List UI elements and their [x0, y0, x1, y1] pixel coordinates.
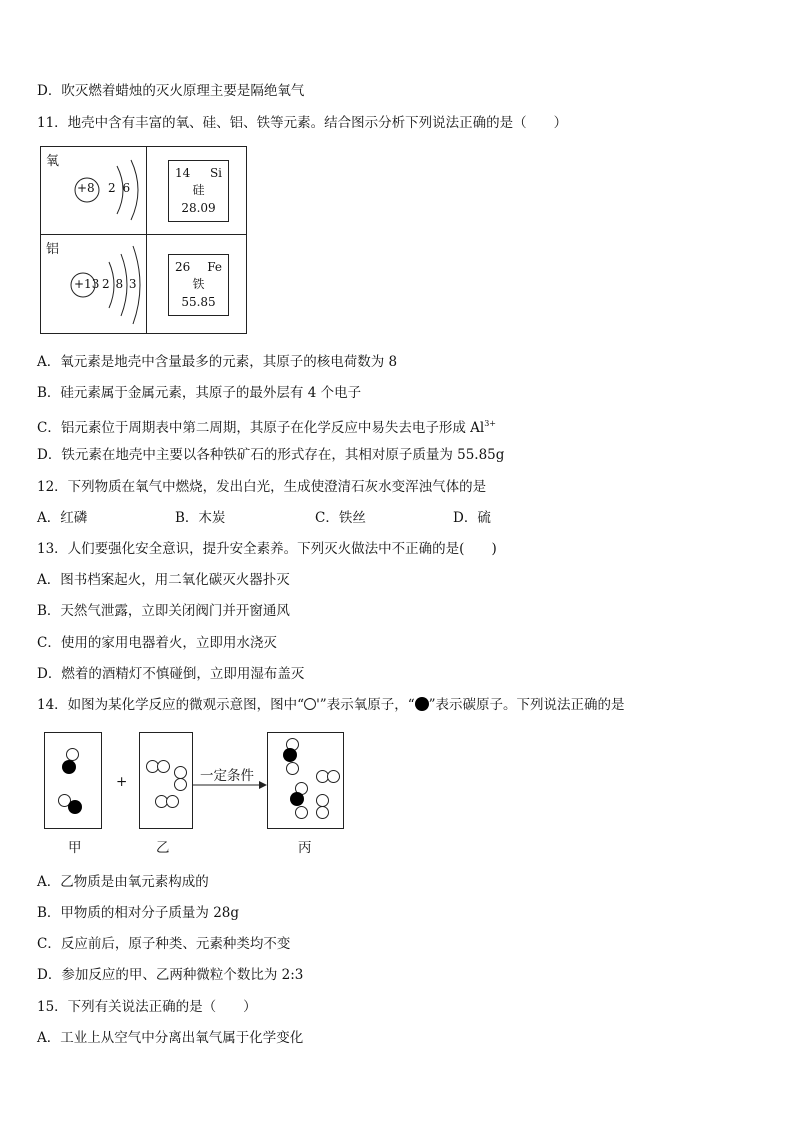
q13-option-a: A．图书档案起火，用二氧化碳灭火器扑灭	[37, 572, 290, 588]
reactant-a-box	[44, 732, 102, 829]
oxygen-shells: 2 6	[108, 181, 131, 195]
carbon-atom	[290, 792, 304, 806]
iron-mass: 55.85	[181, 295, 216, 309]
label-bing: 丙	[298, 840, 312, 856]
carbon-atom	[68, 800, 82, 814]
q11-figure	[40, 146, 246, 333]
q13-option-c: C．使用的家用电器着火，立即用水浇灭	[37, 635, 277, 651]
q11-option-a: A．氧元素是地壳中含量最多的元素，其原子的核电荷数为 8	[37, 354, 398, 370]
label-jia: 甲	[68, 840, 82, 856]
silicon-number: 14	[175, 166, 191, 180]
oxygen-atom	[174, 778, 187, 791]
oxygen-label: 氧	[46, 154, 60, 169]
q15-option-a: A．工业上从空气中分离出氧气属于化学变化	[37, 1030, 304, 1046]
iron-number: 26	[175, 260, 191, 274]
silicon-name: 硅	[192, 183, 205, 197]
oxygen-atom	[327, 770, 340, 783]
aluminum-nucleus: +13	[74, 277, 100, 291]
q14-stem	[37, 696, 625, 714]
oxygen-atom	[316, 806, 329, 819]
oxygen-nucleus: +8	[77, 181, 95, 195]
q14-stem-part2: '”表示氧原子，“	[316, 697, 415, 713]
q12-option-d: D．硫	[453, 510, 491, 526]
iron-symbol: Fe	[207, 260, 222, 274]
label-yi: 乙	[156, 840, 170, 856]
oxygen-atom	[166, 795, 179, 808]
q13-option-b: B．天然气泄露，立即关闭阀门并开窗通风	[37, 603, 290, 619]
q11-option-c-text: C．铝元素位于周期表中第二周期，其原子在化学反应中易失去电子形成 Al	[37, 420, 485, 436]
plus-sign: +	[116, 774, 128, 790]
q14-option-c: C．反应前后，原子种类、元素种类均不变	[37, 936, 291, 952]
oxygen-atom	[157, 760, 170, 773]
carbon-atom-legend-icon	[415, 697, 429, 711]
q14-option-a: A．乙物质是由氧元素构成的	[37, 874, 209, 890]
aluminum-label: 铝	[46, 242, 60, 257]
oxygen-atom	[295, 806, 308, 819]
q13-stem: 13．人们要强化安全意识，提升安全素养。下列灭火做法中不正确的是( )	[37, 541, 497, 557]
reaction-condition: 一定条件	[200, 768, 254, 784]
q14-stem-part3: ”表示碳原子。下列说法正确的是	[428, 697, 625, 713]
q11-option-d: D．铁元素在地壳中主要以各种铁矿石的形式存在，其相对原子质量为 55.85g	[37, 447, 505, 463]
carbon-atom	[283, 748, 297, 762]
q13-option-d: D．燃着的酒精灯不慎碰倒，立即用湿布盖灭	[37, 666, 305, 682]
q14-option-b: B．甲物质的相对分子质量为 28g	[37, 905, 240, 921]
q12-option-c: C．铁丝	[315, 510, 366, 526]
q10-option-d: D．吹灭燃着蜡烛的灭火原理主要是隔绝氧气	[37, 83, 305, 99]
q11-option-b: B．硅元素属于金属元素，其原子的最外层有 4 个电子	[37, 385, 362, 401]
q15-stem: 15．下列有关说法正确的是（ ）	[37, 999, 257, 1015]
q14-stem-part1: 14．如图为某化学反应的微观示意图，图中“	[37, 697, 305, 713]
oxygen-atom	[286, 762, 299, 775]
iron-name: 铁	[192, 277, 205, 291]
silicon-tile	[168, 160, 229, 222]
carbon-atom	[62, 760, 76, 774]
silicon-mass: 28.09	[181, 201, 216, 215]
q11-stem: 11．地壳中含有丰富的氧、硅、铝、铁等元素。结合图示分析下列说法正确的是（ ）	[37, 115, 568, 131]
q12-option-b: B．木炭	[175, 510, 226, 526]
aluminum-shells: 2 8 3	[102, 277, 137, 291]
iron-tile	[168, 254, 229, 316]
q14-option-d: D．参加反应的甲、乙两种微粒个数比为 2:3	[37, 967, 304, 983]
oxygen-atom-legend-icon	[304, 698, 316, 710]
q12-option-a: A．红磷	[37, 510, 88, 526]
q14-figure	[40, 730, 360, 860]
q11-option-c	[37, 415, 496, 437]
reaction-arrow	[191, 779, 269, 791]
q11-option-c-charge: 3+	[484, 419, 496, 428]
silicon-symbol: Si	[209, 166, 222, 180]
q12-stem: 12．下列物质在氧气中燃烧，发出白光，生成使澄清石灰水变浑浊气体的是	[37, 479, 487, 495]
